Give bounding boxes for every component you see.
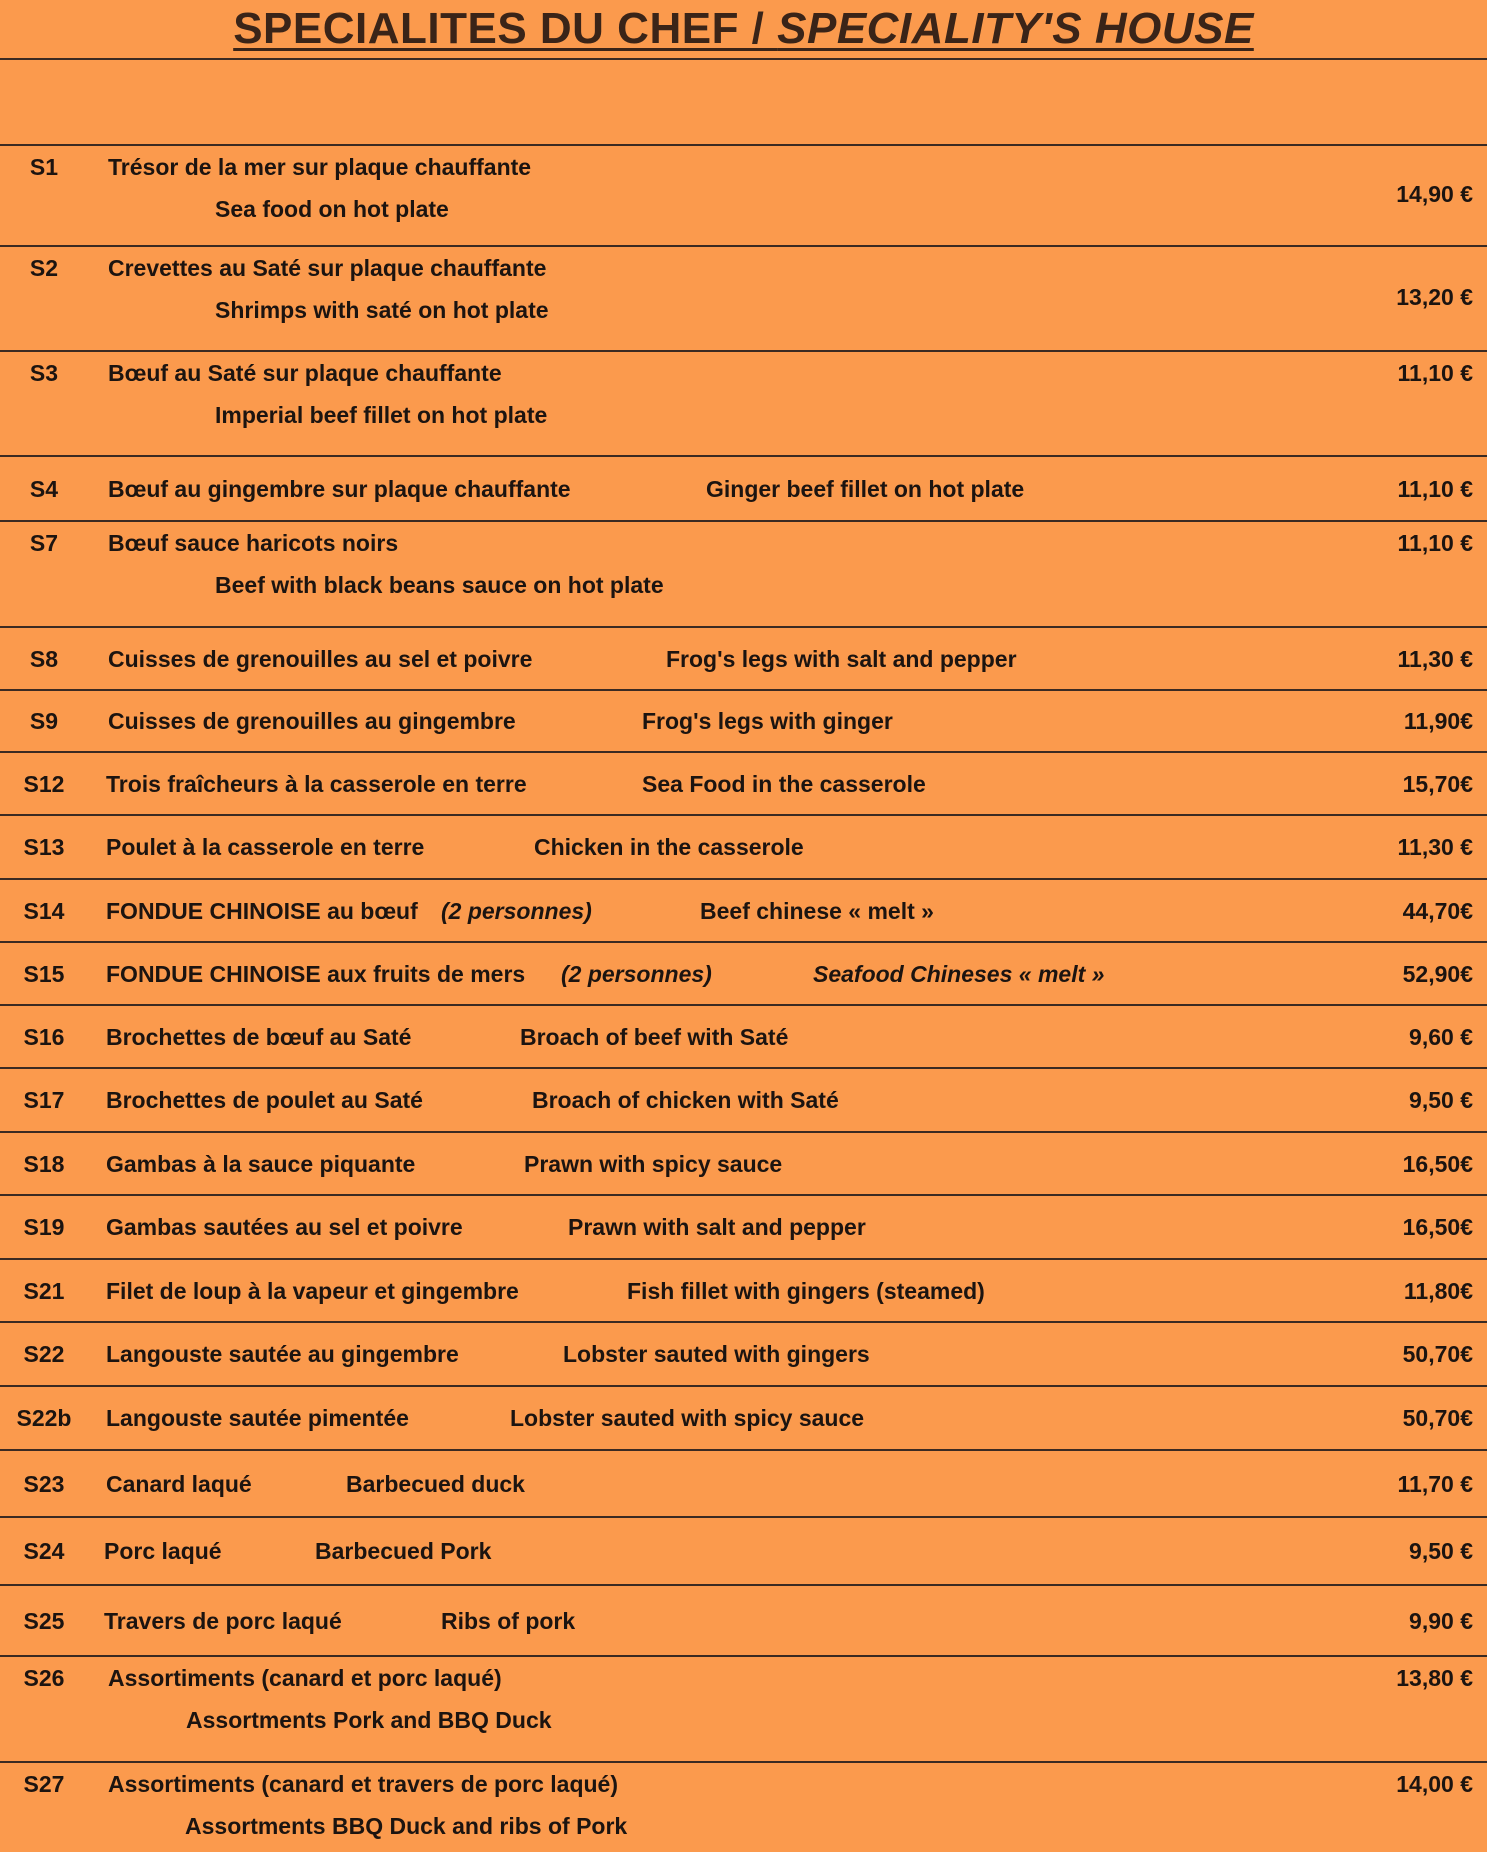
menu-item [0,1450,1487,1517]
menu-item [0,456,1487,521]
menu-item [0,1259,1487,1322]
item-name-en: Lobster sauted with gingers [563,1341,870,1367]
item-price: 13,80 € [1396,1665,1473,1691]
item-name-fr: Bœuf au Saté sur plaque chauffante [108,360,502,386]
item-name-en: Frog's legs with salt and pepper [666,646,1017,672]
item-name-en: Barbecued duck [346,1471,525,1497]
item-price: 11,90€ [1403,708,1473,734]
item-price: 52,90€ [1402,961,1473,987]
item-price: 15,70€ [1402,771,1473,797]
item-name-en: Beef with black beans sauce on hot plate [215,572,664,598]
item-name-fr: Brochettes de poulet au Saté [106,1087,423,1113]
page-title [0,4,1487,54]
item-name-en: Prawn with salt and pepper [568,1214,866,1240]
item-price: 9,60 € [1409,1024,1473,1050]
item-price: 50,70€ [1402,1341,1473,1367]
menu-item [0,145,1487,246]
item-name-en: Frog's legs with ginger [642,708,893,734]
page-title-en: SPECIALITY'S HOUSE [777,4,1254,53]
item-name-fr: FONDUE CHINOISE aux fruits de mers [106,961,526,987]
item-code: S17 [23,1087,65,1113]
item-price: 14,90 € [1396,181,1473,207]
header-rule [0,58,1487,60]
item-price: 44,70€ [1402,898,1473,924]
item-name-en: Lobster sauted with spicy sauce [510,1405,865,1431]
menu-item [0,1195,1487,1259]
menu-item [0,1656,1487,1762]
item-name-en: Sea Food in the casserole [642,771,926,797]
item-name-en: Assortments Pork and BBQ Duck [186,1707,552,1733]
item-code: S25 [23,1608,65,1634]
menu-item [0,1517,1487,1585]
menu-item [0,627,1487,690]
menu-item [0,690,1487,752]
item-price: 50,70€ [1402,1405,1473,1431]
menu-item [0,1005,1487,1068]
item-code: S18 [23,1151,65,1177]
item-code: S12 [23,771,65,797]
item-name-fr: Poulet à la casserole en terre [106,834,425,860]
item-name-en: Seafood Chineses « melt » [813,961,1105,987]
menu-item [0,1322,1487,1386]
item-price: 16,50€ [1402,1151,1473,1177]
item-code: S2 [29,255,59,281]
item-note: (2 personnes) [441,898,592,924]
page-title-fr: SPECIALITES DU CHEF / [233,4,778,53]
item-code: S16 [23,1024,65,1050]
item-code: S14 [23,898,65,924]
item-price: 11,10 € [1397,476,1473,502]
item-name-fr: Brochettes de bœuf au Saté [106,1024,412,1050]
item-price: 16,50€ [1402,1214,1473,1240]
item-code: S19 [23,1214,65,1240]
item-name-fr: Langouste sautée au gingembre [106,1341,459,1367]
item-price: 9,90 € [1409,1608,1473,1634]
item-price: 11,30 € [1397,646,1473,672]
item-price: 14,00 € [1396,1771,1473,1797]
menu-item [0,942,1487,1005]
item-code: S26 [23,1665,65,1691]
item-code: S22b [16,1405,72,1431]
item-name-fr: Bœuf au gingembre sur plaque chauffante [108,476,571,502]
menu-item [0,752,1487,815]
item-name-fr: Cuisses de grenouilles au gingembre [108,708,516,734]
item-name-en: Beef chinese « melt » [700,898,934,924]
item-price: 13,20 € [1396,284,1473,310]
item-name-fr: Langouste sautée pimentée [106,1405,409,1431]
menu-item [0,1068,1487,1132]
item-name-fr: Bœuf sauce haricots noirs [108,530,399,556]
item-name-fr: Trésor de la mer sur plaque chauffante [108,154,532,180]
menu-item [0,1762,1487,1852]
item-code: S4 [29,476,59,502]
item-code: S27 [23,1771,65,1797]
item-code: S9 [29,708,59,734]
item-code: S23 [23,1471,65,1497]
menu-item [0,1585,1487,1656]
item-name-fr: Filet de loup à la vapeur et gingembre [106,1278,519,1304]
item-name-fr: Porc laqué [104,1538,222,1564]
menu-item [0,351,1487,456]
menu-item [0,879,1487,942]
menu-item [0,815,1487,879]
item-name-fr: Crevettes au Saté sur plaque chauffante [108,255,547,281]
item-code: S24 [23,1538,65,1564]
item-name-fr: Cuisses de grenouilles au sel et poivre [108,646,533,672]
item-code: S15 [23,961,65,987]
item-code: S22 [23,1341,65,1367]
item-name-en: Sea food on hot plate [215,196,449,222]
item-price: 11,30 € [1397,834,1473,860]
item-code: S3 [29,360,59,386]
item-code: S1 [29,154,59,180]
item-price: 11,10 € [1397,360,1473,386]
item-name-en: Assortments BBQ Duck and ribs of Pork [185,1813,628,1839]
item-name-fr: Gambas sautées au sel et poivre [106,1214,463,1240]
item-price: 11,10 € [1397,530,1473,556]
item-price: 9,50 € [1409,1538,1473,1564]
item-note: (2 personnes) [561,961,712,987]
item-price: 9,50 € [1409,1087,1473,1113]
item-name-en: Barbecued Pork [315,1538,492,1564]
item-name-en: Prawn with spicy sauce [524,1151,783,1177]
menu-item [0,1132,1487,1195]
menu-item [0,1386,1487,1450]
item-name-fr: Canard laqué [106,1471,252,1497]
item-name-en: Chicken in the casserole [534,834,804,860]
item-name-en: Broach of beef with Saté [520,1024,789,1050]
item-name-en: Fish fillet with gingers (steamed) [627,1278,985,1304]
item-name-en: Imperial beef fillet on hot plate [215,402,548,428]
item-code: S13 [23,834,65,860]
item-name-en: Ginger beef fillet on hot plate [706,476,1025,502]
item-name-en: Ribs of pork [441,1608,576,1634]
item-name-fr: Assortiments (canard et porc laqué) [108,1665,502,1691]
item-name-fr: FONDUE CHINOISE au bœuf [106,898,418,924]
menu-item [0,521,1487,627]
item-code: S7 [29,530,59,556]
item-name-fr: Assortiments (canard et travers de porc laqué) [108,1771,618,1797]
menu-item [0,246,1487,351]
item-name-en: Shrimps with saté on hot plate [215,297,549,323]
item-price: 11,70 € [1397,1471,1473,1497]
item-name-fr: Trois fraîcheurs à la casserole en terre [106,771,527,797]
item-code: S21 [23,1278,65,1304]
item-name-fr: Travers de porc laqué [104,1608,342,1634]
item-price: 11,80€ [1403,1278,1473,1304]
item-name-fr: Gambas à la sauce piquante [106,1151,416,1177]
item-code: S8 [29,646,59,672]
item-name-en: Broach of chicken with Saté [532,1087,839,1113]
